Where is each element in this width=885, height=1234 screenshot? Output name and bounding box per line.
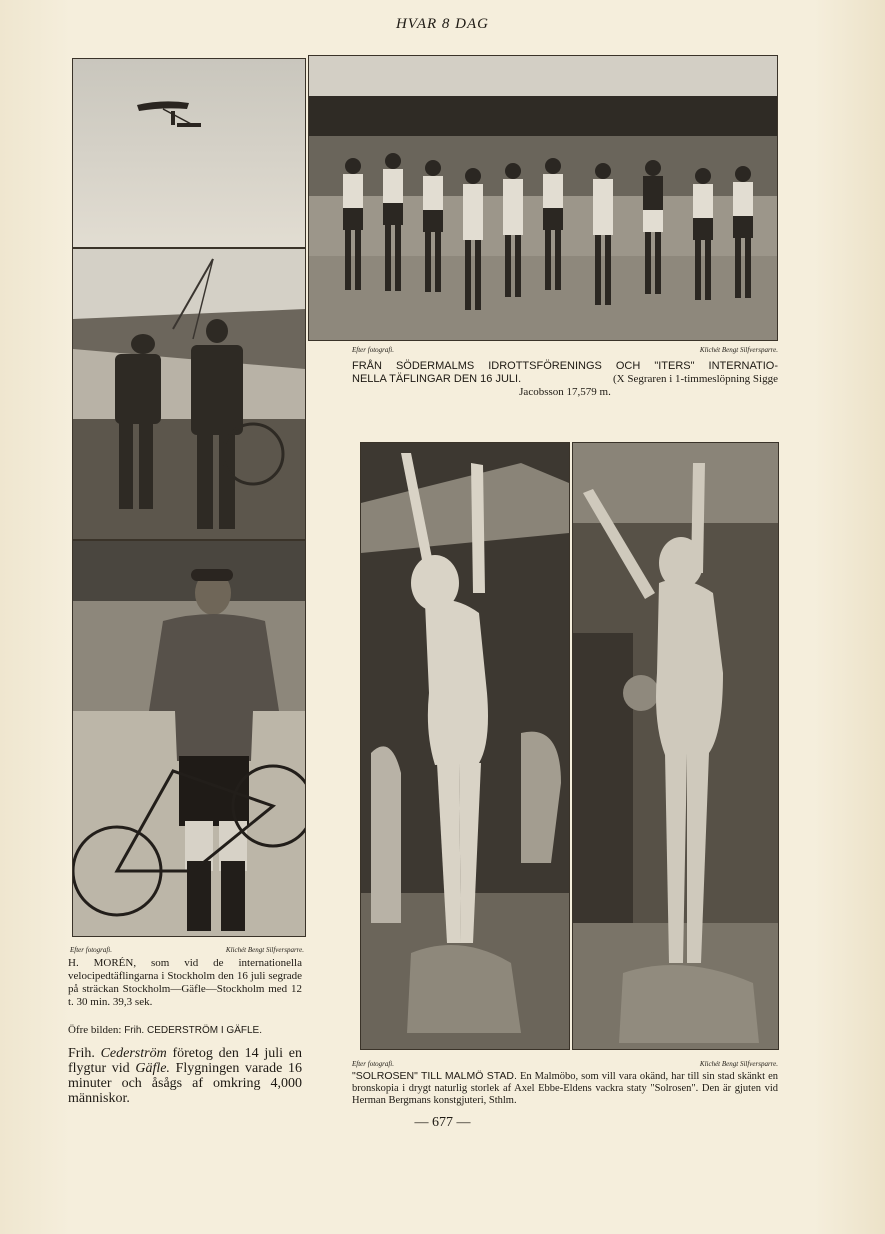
runners-photo (308, 55, 778, 341)
statue-back-view-icon (361, 443, 569, 1049)
statue-front-view-icon (573, 443, 778, 1049)
runners-caption-line2-tail: (X Segraren i 1-timmeslöpning Sigge (613, 373, 778, 385)
statue-front-photo (572, 442, 779, 1050)
aviators-with-plane-icon (73, 249, 305, 539)
above-photo-label: Öfre bilden: (68, 1024, 122, 1036)
runners-caption-line2-row (352, 373, 778, 386)
airplane-in-sky-icon (73, 59, 305, 247)
statue-back-photo (360, 442, 570, 1050)
runners-caption (352, 360, 778, 399)
statue-credit-row (352, 1060, 778, 1068)
page-header: HVAR 8 DAG (395, 16, 490, 32)
lede-part1: Frih. (68, 1046, 95, 1061)
runners-caption-line2: NELLA TÄFLINGAR DEN 16 JULI. (352, 373, 522, 385)
cyclist-photo (72, 540, 306, 937)
aviators-photo (72, 248, 306, 540)
cliche-credit: Klichét Bengt Silfversparre. (699, 1060, 778, 1068)
plane-flying-photo (72, 58, 306, 248)
cliche-credit: Klichét Bengt Silfversparre. (225, 946, 304, 954)
cyclist-portrait-icon (73, 541, 305, 936)
lede-place: Gäfle. (135, 1061, 170, 1076)
cyclist-caption: H. MORÉN, som vid de internationella velocipedtäflingarna i Stockholm den 16 juli segrade på sträckan Stockholm—Gäfle—Stockholm med 12 t. 30 min. 39,3 sek. (68, 957, 302, 1008)
photo-credit: Efter fotografi. (352, 346, 394, 354)
runners-caption-line1: FRÅN SÖDERMALMS IDROTTSFÖRENINGS OCH "ITERS" INTERNATIO- (352, 360, 778, 372)
cyclist-credit-row (70, 946, 304, 954)
runners-caption-line3: Jacobsson 17,579 m. (519, 386, 611, 398)
above-photo-text: Frih. CEDERSTRÖM I GÄFLE. (124, 1025, 262, 1036)
runners-race-icon (309, 56, 777, 340)
cliche-credit: Klichét Bengt Silfversparre. (699, 346, 778, 354)
runners-credit-row (352, 346, 778, 354)
statue-caption (352, 1070, 778, 1107)
statue-caption-title: "SOLROSEN" TILL MALMÖ STAD. (352, 1070, 517, 1082)
photo-credit: Efter fotografi. (70, 946, 112, 954)
above-photo-caption (68, 1024, 302, 1037)
lede-paragraph (68, 1046, 302, 1106)
statue-caption-text: En Malmöbo, som vill vara okänd, har till sin stad skänkt en bronskopia i drygt naturlig storlek af Axel Ebbe-Eldens vackra staty "Solrosen". Den är gjuten vid Herman Bergmans konstgjuteri, Sthlm. (352, 1071, 779, 1106)
page-number: — 677 — (414, 1115, 471, 1130)
photo-credit: Efter fotografi. (352, 1060, 394, 1068)
lede-name: Cederström (100, 1046, 167, 1061)
lede-part2: företog den 14 juli en flygtur vid (68, 1046, 302, 1076)
lede-part3: Flygningen varade 16 minuter och åsågs af omkring 4,000 människor. (68, 1061, 303, 1106)
